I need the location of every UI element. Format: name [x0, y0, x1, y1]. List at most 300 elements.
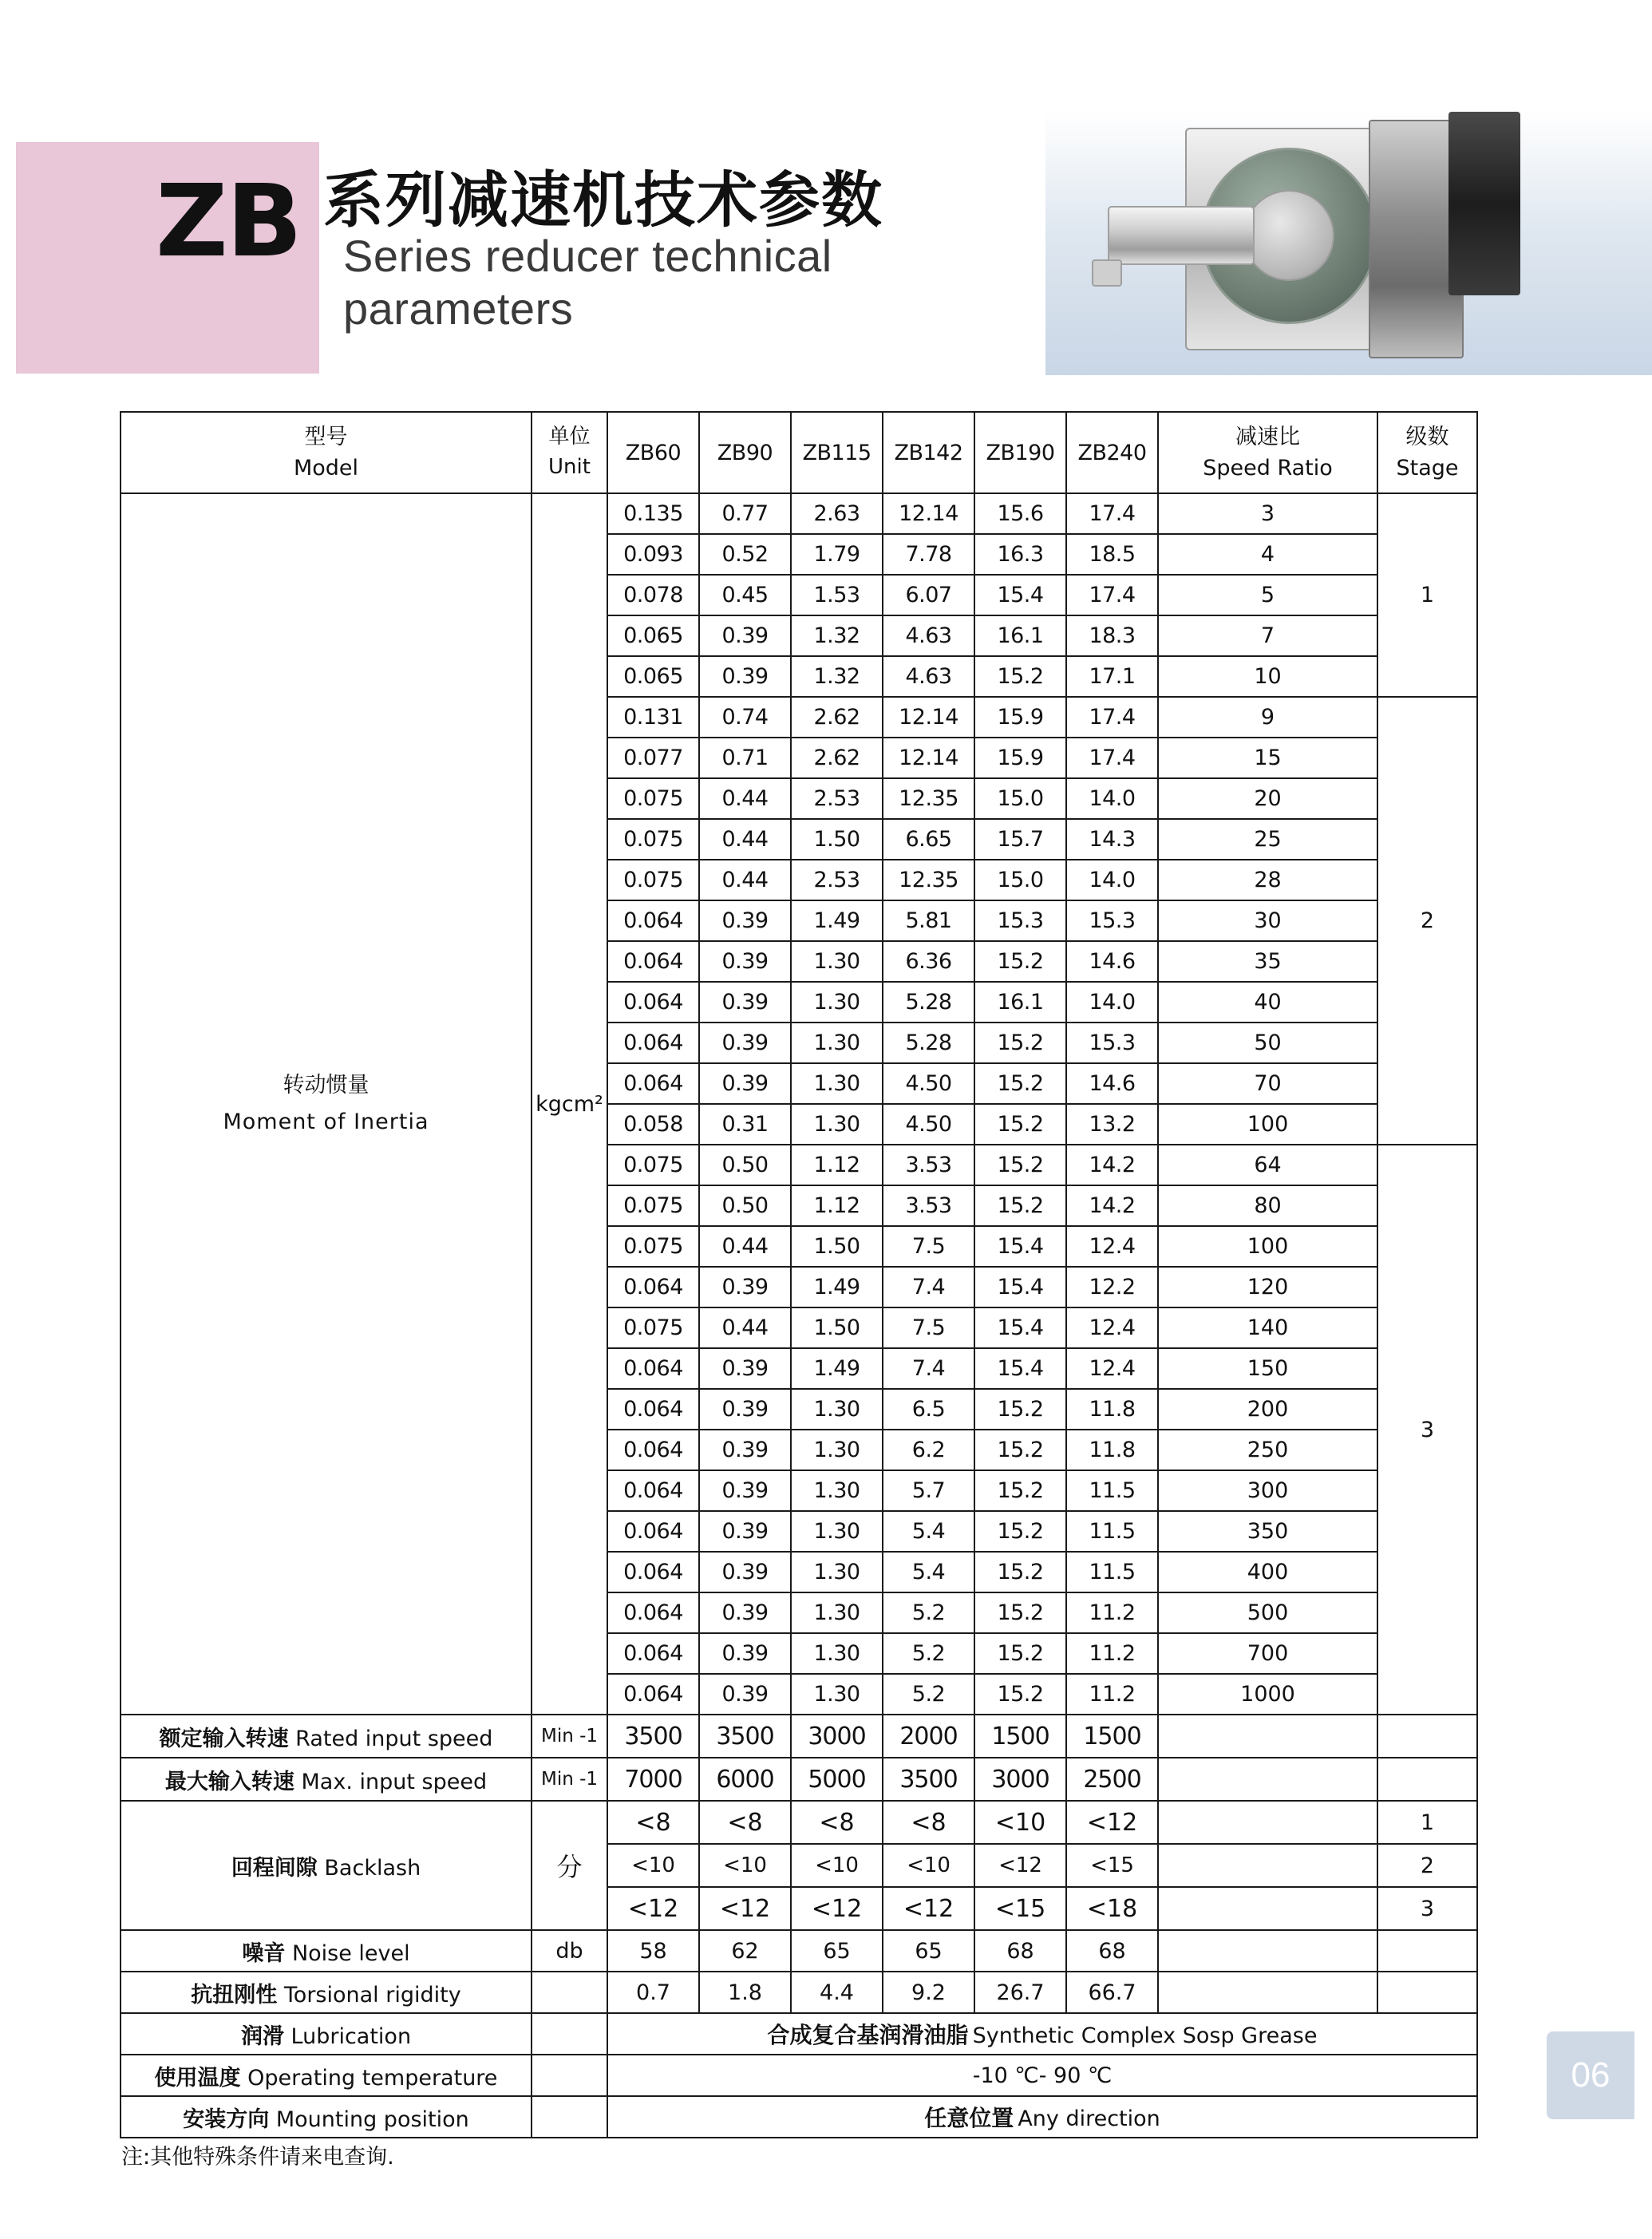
cell-inertia: 1.49 — [791, 1348, 883, 1389]
gearbox-motor-block — [1448, 112, 1520, 295]
header-speed-ratio-cn: 减速比 — [1235, 424, 1300, 449]
cell-inertia: 0.44 — [699, 1307, 791, 1348]
cell-inertia: 0.075 — [607, 1185, 699, 1226]
cell-inertia: 0.39 — [699, 1511, 791, 1552]
cell-inertia: 14.2 — [1066, 1185, 1158, 1226]
cell-inertia: 15.3 — [1066, 900, 1158, 941]
row-label-torsional — [121, 1972, 532, 2013]
cell-rated-speed: 1500 — [974, 1715, 1066, 1758]
header-stage — [1377, 412, 1477, 493]
cell-inertia: 0.064 — [607, 1674, 699, 1715]
table-row-noise — [121, 1930, 1477, 1972]
cell-speed-ratio: 25 — [1158, 819, 1377, 860]
cell-inertia: 15.0 — [974, 778, 1066, 819]
cell-inertia: 12.2 — [1066, 1267, 1158, 1307]
cell-speed-ratio: 300 — [1158, 1470, 1377, 1511]
cell-inertia: 12.4 — [1066, 1348, 1158, 1389]
row-label-max-speed — [121, 1758, 532, 1801]
cell-torsional: 0.7 — [607, 1972, 699, 2013]
cell-inertia: 15.2 — [974, 1185, 1066, 1226]
cell-inertia: 17.4 — [1066, 493, 1158, 534]
cell-noise: 68 — [974, 1930, 1066, 1972]
table-row-max-speed — [121, 1758, 1477, 1801]
cell-backlash: <8 — [883, 1801, 974, 1844]
cell-inertia: 1.30 — [791, 1104, 883, 1145]
table-row-rated-speed — [121, 1715, 1477, 1758]
table-row-lubrication — [121, 2013, 1477, 2055]
cell-inertia: 15.2 — [974, 1633, 1066, 1674]
cell-stage-3: 3 — [1377, 1145, 1477, 1715]
cell-speed-ratio: 700 — [1158, 1633, 1377, 1674]
cell-speed-ratio: 350 — [1158, 1511, 1377, 1552]
cell-inertia: 7.5 — [883, 1307, 974, 1348]
cell-inertia: 0.064 — [607, 1063, 699, 1104]
cell-speed-ratio: 100 — [1158, 1226, 1377, 1267]
cell-inertia: 14.0 — [1066, 860, 1158, 900]
cell-inertia: 0.064 — [607, 1267, 699, 1307]
cell-speed-ratio: 80 — [1158, 1185, 1377, 1226]
cell-speed-ratio: 40 — [1158, 982, 1377, 1023]
cell-inertia: 0.39 — [699, 1552, 791, 1592]
cell-inertia: 1.50 — [791, 1226, 883, 1267]
cell-inertia: 5.2 — [883, 1633, 974, 1674]
page-title-en-line1: Series reducer technical — [343, 231, 832, 281]
cell-inertia: 16.3 — [974, 534, 1066, 575]
cell-empty — [1377, 1930, 1477, 1972]
cell-inertia: 2.62 — [791, 738, 883, 778]
cell-inertia: 0.77 — [699, 493, 791, 534]
cell-inertia: 11.2 — [1066, 1592, 1158, 1633]
cell-inertia: 6.07 — [883, 575, 974, 615]
cell-mounting-position-value-en: Any direction — [1018, 2106, 1160, 2131]
cell-inertia: 0.39 — [699, 1063, 791, 1104]
page-title-en — [343, 230, 832, 335]
cell-inertia: 7.5 — [883, 1226, 974, 1267]
cell-torsional: 4.4 — [791, 1972, 883, 2013]
cell-inertia: 6.65 — [883, 819, 974, 860]
cell-inertia: 11.2 — [1066, 1633, 1158, 1674]
cell-inertia: 0.075 — [607, 1307, 699, 1348]
cell-inertia: 14.0 — [1066, 778, 1158, 819]
cell-inertia: 11.8 — [1066, 1389, 1158, 1430]
cell-inertia: 15.3 — [1066, 1023, 1158, 1063]
cell-inertia: 0.075 — [607, 819, 699, 860]
cell-inertia: 0.39 — [699, 941, 791, 982]
cell-inertia: 0.065 — [607, 615, 699, 656]
row-label-max-speed-cn: 最大输入转速 — [164, 1769, 294, 1794]
cell-inertia: 1.12 — [791, 1185, 883, 1226]
cell-max-speed: 3500 — [883, 1758, 974, 1801]
cell-inertia: 14.0 — [1066, 982, 1158, 1023]
header-model-zb240: ZB240 — [1066, 412, 1158, 493]
cell-speed-ratio: 500 — [1158, 1592, 1377, 1633]
cell-inertia: 15.6 — [974, 493, 1066, 534]
cell-inertia: 15.2 — [974, 1104, 1066, 1145]
spec-table-container — [120, 411, 1476, 2138]
cell-inertia: 0.39 — [699, 1267, 791, 1307]
cell-inertia: 15.2 — [974, 1552, 1066, 1592]
cell-inertia: 1.30 — [791, 1389, 883, 1430]
cell-inertia: 1.53 — [791, 575, 883, 615]
cell-speed-ratio: 9 — [1158, 697, 1377, 738]
cell-noise: 65 — [883, 1930, 974, 1972]
cell-inertia: 0.075 — [607, 1226, 699, 1267]
cell-inertia: 0.44 — [699, 819, 791, 860]
cell-inertia: 7.4 — [883, 1348, 974, 1389]
cell-inertia: 14.6 — [1066, 941, 1158, 982]
page-title-en-line2: parameters — [343, 283, 574, 334]
cell-inertia: 0.135 — [607, 493, 699, 534]
cell-inertia: 15.2 — [974, 1674, 1066, 1715]
cell-backlash-stage: 1 — [1377, 1801, 1477, 1844]
cell-inertia: 1.32 — [791, 656, 883, 697]
cell-lubrication-value — [607, 2013, 1477, 2055]
cell-inertia: 1.30 — [791, 1430, 883, 1470]
cell-inertia: 1.30 — [791, 1674, 883, 1715]
table-row-torsional — [121, 1972, 1477, 2013]
row-label-backlash-cn: 回程间隙 — [231, 1855, 318, 1881]
cell-rated-speed: 2000 — [883, 1715, 974, 1758]
cell-backlash: <12 — [699, 1887, 791, 1930]
cell-inertia: 12.4 — [1066, 1226, 1158, 1267]
cell-operating-temperature-value: -10 ℃- 90 ℃ — [607, 2055, 1477, 2096]
table-row-mounting-position — [121, 2096, 1477, 2138]
cell-empty — [1377, 1715, 1477, 1758]
header-stage-cn: 级数 — [1405, 424, 1449, 449]
cell-inertia: 12.14 — [883, 697, 974, 738]
cell-torsional: 66.7 — [1066, 1972, 1158, 2013]
cell-inertia: 18.3 — [1066, 615, 1158, 656]
header-stage-en: Stage — [1396, 456, 1459, 481]
cell-empty — [1158, 1758, 1377, 1801]
cell-inertia: 18.5 — [1066, 534, 1158, 575]
cell-inertia: 0.71 — [699, 738, 791, 778]
gearbox-hub — [1243, 190, 1334, 281]
cell-backlash: <15 — [974, 1887, 1066, 1930]
row-label-backlash-en: Backlash — [324, 1855, 421, 1881]
cell-speed-ratio: 4 — [1158, 534, 1377, 575]
cell-rated-speed: 3500 — [699, 1715, 791, 1758]
cell-backlash-stage: 3 — [1377, 1887, 1477, 1930]
cell-inertia: 0.093 — [607, 534, 699, 575]
cell-inertia: 14.2 — [1066, 1145, 1158, 1185]
cell-speed-ratio: 20 — [1158, 778, 1377, 819]
cell-empty — [1158, 1801, 1377, 1844]
cell-noise: 68 — [1066, 1930, 1158, 1972]
row-label-operating-temperature-en: Operating temperature — [247, 2065, 498, 2091]
cell-backlash: <10 — [699, 1844, 791, 1887]
cell-inertia: 0.075 — [607, 778, 699, 819]
row-label-rated-speed — [121, 1715, 532, 1758]
cell-inertia: 15.4 — [974, 1348, 1066, 1389]
cell-stage-1: 1 — [1377, 493, 1477, 697]
cell-inertia: 5.28 — [883, 982, 974, 1023]
cell-mounting-position-value-cn: 任意位置 — [924, 2105, 1014, 2131]
cell-inertia: 16.1 — [974, 615, 1066, 656]
cell-inertia: 1.49 — [791, 900, 883, 941]
gearbox-shaft-key — [1092, 259, 1122, 287]
cell-max-speed: 7000 — [607, 1758, 699, 1801]
cell-inertia: 5.2 — [883, 1674, 974, 1715]
cell-empty — [1377, 1972, 1477, 2013]
cell-empty — [1158, 1930, 1377, 1972]
cell-inertia: 1.32 — [791, 615, 883, 656]
cell-speed-ratio: 15 — [1158, 738, 1377, 778]
cell-inertia: 17.4 — [1066, 697, 1158, 738]
cell-inertia: 0.39 — [699, 1674, 791, 1715]
cell-empty — [1158, 1844, 1377, 1887]
spec-table — [120, 411, 1478, 2138]
cell-inertia: 0.064 — [607, 1552, 699, 1592]
cell-inertia: 0.39 — [699, 900, 791, 941]
table-row-operating-temperature — [121, 2055, 1477, 2096]
cell-inertia: 15.3 — [974, 900, 1066, 941]
cell-inertia: 2.62 — [791, 697, 883, 738]
cell-empty — [1158, 1972, 1377, 2013]
cell-speed-ratio: 10 — [1158, 656, 1377, 697]
cell-inertia: 0.39 — [699, 982, 791, 1023]
cell-inertia: 1.30 — [791, 982, 883, 1023]
cell-inertia: 4.63 — [883, 615, 974, 656]
cell-inertia: 4.50 — [883, 1063, 974, 1104]
cell-backlash: <8 — [607, 1801, 699, 1844]
row-unit-torsional — [532, 1972, 607, 2013]
cell-inertia: 3.53 — [883, 1145, 974, 1185]
cell-inertia: 15.2 — [974, 1470, 1066, 1511]
cell-max-speed: 6000 — [699, 1758, 791, 1801]
cell-inertia: 15.2 — [974, 656, 1066, 697]
cell-inertia: 0.50 — [699, 1145, 791, 1185]
cell-inertia: 0.39 — [699, 1430, 791, 1470]
cell-inertia: 6.36 — [883, 941, 974, 982]
cell-inertia: 0.064 — [607, 1633, 699, 1674]
cell-inertia: 1.30 — [791, 1633, 883, 1674]
cell-backlash: <18 — [1066, 1887, 1158, 1930]
cell-inertia: 0.50 — [699, 1185, 791, 1226]
header-speed-ratio — [1158, 412, 1377, 493]
cell-speed-ratio: 140 — [1158, 1307, 1377, 1348]
header-unit-en: Unit — [548, 455, 591, 479]
cell-backlash: <12 — [1066, 1801, 1158, 1844]
cell-inertia: 12.14 — [883, 493, 974, 534]
row-unit-operating-temperature — [532, 2055, 607, 2096]
cell-inertia: 15.2 — [974, 1145, 1066, 1185]
cell-rated-speed: 1500 — [1066, 1715, 1158, 1758]
cell-inertia: 15.9 — [974, 738, 1066, 778]
page-header — [0, 0, 1652, 375]
cell-speed-ratio: 5 — [1158, 575, 1377, 615]
cell-inertia: 15.7 — [974, 819, 1066, 860]
cell-inertia: 0.058 — [607, 1104, 699, 1145]
cell-noise: 62 — [699, 1930, 791, 1972]
row-unit-lubrication — [532, 2013, 607, 2055]
cell-noise: 58 — [607, 1930, 699, 1972]
cell-speed-ratio: 400 — [1158, 1552, 1377, 1592]
cell-inertia: 1.49 — [791, 1267, 883, 1307]
cell-inertia: 0.077 — [607, 738, 699, 778]
row-label-mounting-position-cn: 安装方向 — [183, 2106, 270, 2132]
cell-inertia: 15.2 — [974, 1063, 1066, 1104]
cell-inertia: 14.6 — [1066, 1063, 1158, 1104]
cell-inertia: 12.35 — [883, 778, 974, 819]
cell-inertia: 11.2 — [1066, 1674, 1158, 1715]
row-label-lubrication-cn: 润滑 — [240, 2023, 284, 2049]
cell-speed-ratio: 100 — [1158, 1104, 1377, 1145]
cell-mounting-position-value — [607, 2096, 1477, 2138]
cell-speed-ratio: 30 — [1158, 900, 1377, 941]
cell-backlash: <12 — [607, 1887, 699, 1930]
cell-inertia: 0.075 — [607, 860, 699, 900]
cell-inertia: 0.74 — [699, 697, 791, 738]
cell-inertia: 5.4 — [883, 1511, 974, 1552]
cell-inertia: 0.064 — [607, 900, 699, 941]
row-label-inertia-en: Moment of Inertia — [223, 1110, 429, 1134]
row-label-rated-speed-cn: 额定输入转速 — [159, 1726, 289, 1751]
cell-inertia: 0.064 — [607, 1592, 699, 1633]
cell-max-speed: 2500 — [1066, 1758, 1158, 1801]
cell-inertia: 2.53 — [791, 860, 883, 900]
cell-inertia: 12.4 — [1066, 1307, 1158, 1348]
cell-noise: 65 — [791, 1930, 883, 1972]
cell-speed-ratio: 64 — [1158, 1145, 1377, 1185]
cell-inertia: 0.39 — [699, 1023, 791, 1063]
cell-speed-ratio: 50 — [1158, 1023, 1377, 1063]
cell-inertia: 6.2 — [883, 1430, 974, 1470]
row-label-backlash — [121, 1801, 532, 1930]
cell-inertia: 2.63 — [791, 493, 883, 534]
cell-rated-speed: 3500 — [607, 1715, 699, 1758]
row-unit-mounting-position — [532, 2096, 607, 2138]
header-model-zb90: ZB90 — [699, 412, 791, 493]
cell-inertia: 15.9 — [974, 697, 1066, 738]
row-label-noise-en: Noise level — [291, 1940, 410, 1966]
cell-max-speed: 5000 — [791, 1758, 883, 1801]
row-label-lubrication — [121, 2013, 532, 2055]
cell-backlash: <8 — [699, 1801, 791, 1844]
cell-inertia: 0.39 — [699, 1633, 791, 1674]
cell-inertia: 0.064 — [607, 982, 699, 1023]
cell-inertia: 5.2 — [883, 1592, 974, 1633]
cell-inertia: 13.2 — [1066, 1104, 1158, 1145]
cell-inertia: 0.064 — [607, 1511, 699, 1552]
cell-backlash-stage: 2 — [1377, 1844, 1477, 1887]
cell-torsional: 26.7 — [974, 1972, 1066, 2013]
cell-speed-ratio: 35 — [1158, 941, 1377, 982]
row-label-inertia-cn: 转动惯量 — [283, 1073, 370, 1098]
row-label-torsional-en: Torsional rigidity — [283, 1982, 461, 2008]
cell-inertia: 0.064 — [607, 1430, 699, 1470]
cell-inertia: 0.31 — [699, 1104, 791, 1145]
row-unit-inertia: kgcm² — [532, 493, 607, 1715]
cell-inertia: 0.078 — [607, 575, 699, 615]
cell-backlash: <10 — [607, 1844, 699, 1887]
cell-inertia: 0.39 — [699, 1470, 791, 1511]
cell-inertia: 0.44 — [699, 778, 791, 819]
cell-inertia: 0.064 — [607, 941, 699, 982]
cell-backlash: <10 — [883, 1844, 974, 1887]
cell-inertia: 0.064 — [607, 1023, 699, 1063]
cell-max-speed: 3000 — [974, 1758, 1066, 1801]
cell-inertia: 11.5 — [1066, 1552, 1158, 1592]
row-label-max-speed-en: Max. input speed — [301, 1769, 488, 1794]
cell-inertia: 0.39 — [699, 1389, 791, 1430]
cell-empty — [1158, 1715, 1377, 1758]
cell-inertia: 15.4 — [974, 1307, 1066, 1348]
table-row-backlash — [121, 1801, 1477, 1844]
cell-inertia: 0.44 — [699, 860, 791, 900]
row-unit-backlash: 分 — [532, 1801, 607, 1930]
cell-inertia: 1.12 — [791, 1145, 883, 1185]
header-model-cn: 型号 — [304, 424, 348, 449]
cell-inertia: 0.064 — [607, 1348, 699, 1389]
cell-inertia: 0.39 — [699, 1592, 791, 1633]
cell-inertia: 11.5 — [1066, 1511, 1158, 1552]
table-header-row — [121, 412, 1477, 493]
header-model-en: Model — [293, 456, 359, 481]
cell-inertia: 1.30 — [791, 1511, 883, 1552]
brand-logo: ZB — [156, 164, 301, 279]
cell-speed-ratio: 250 — [1158, 1430, 1377, 1470]
cell-torsional: 9.2 — [883, 1972, 974, 2013]
cell-inertia: 0.39 — [699, 615, 791, 656]
cell-inertia: 0.064 — [607, 1389, 699, 1430]
footnote: 注:其他特殊条件请来电查询. — [121, 2145, 394, 2170]
row-label-operating-temperature — [121, 2055, 532, 2096]
cell-backlash: <15 — [1066, 1844, 1158, 1887]
cell-speed-ratio: 120 — [1158, 1267, 1377, 1307]
cell-speed-ratio: 1000 — [1158, 1674, 1377, 1715]
cell-inertia: 11.5 — [1066, 1470, 1158, 1511]
page-number-badge: 06 — [1547, 2031, 1634, 2119]
cell-inertia: 15.4 — [974, 575, 1066, 615]
cell-inertia: 0.39 — [699, 656, 791, 697]
cell-stage-2: 2 — [1377, 697, 1477, 1145]
cell-inertia: 1.79 — [791, 534, 883, 575]
header-model-zb60: ZB60 — [607, 412, 699, 493]
cell-rated-speed: 3000 — [791, 1715, 883, 1758]
row-label-torsional-cn: 抗扭刚性 — [191, 1982, 278, 2008]
cell-inertia: 5.28 — [883, 1023, 974, 1063]
row-label-inertia — [121, 493, 532, 1715]
cell-inertia: 0.44 — [699, 1226, 791, 1267]
cell-backlash: <10 — [791, 1844, 883, 1887]
row-label-rated-speed-en: Rated input speed — [295, 1726, 493, 1751]
cell-inertia: 15.2 — [974, 1592, 1066, 1633]
cell-lubrication-value-en: Synthetic Complex Sosp Grease — [972, 2023, 1318, 2048]
row-label-noise-cn: 噪音 — [242, 1940, 286, 1966]
cell-inertia: 15.2 — [974, 1389, 1066, 1430]
cell-inertia: 0.064 — [607, 1470, 699, 1511]
cell-inertia: 12.35 — [883, 860, 974, 900]
cell-speed-ratio: 70 — [1158, 1063, 1377, 1104]
cell-inertia: 15.0 — [974, 860, 1066, 900]
cell-empty — [1158, 1887, 1377, 1930]
cell-inertia: 6.5 — [883, 1389, 974, 1430]
cell-inertia: 0.065 — [607, 656, 699, 697]
cell-torsional: 1.8 — [699, 1972, 791, 2013]
product-photo — [1045, 112, 1652, 375]
cell-empty — [1377, 1758, 1477, 1801]
cell-inertia: 12.14 — [883, 738, 974, 778]
page-title-cn: 系列减速机技术参数 — [323, 164, 883, 235]
cell-speed-ratio: 7 — [1158, 615, 1377, 656]
cell-inertia: 15.4 — [974, 1267, 1066, 1307]
table-row — [121, 493, 1477, 534]
cell-inertia: 0.075 — [607, 1145, 699, 1185]
cell-backlash: <12 — [791, 1887, 883, 1930]
header-unit-cn: 单位 — [548, 425, 591, 449]
cell-inertia: 7.4 — [883, 1267, 974, 1307]
